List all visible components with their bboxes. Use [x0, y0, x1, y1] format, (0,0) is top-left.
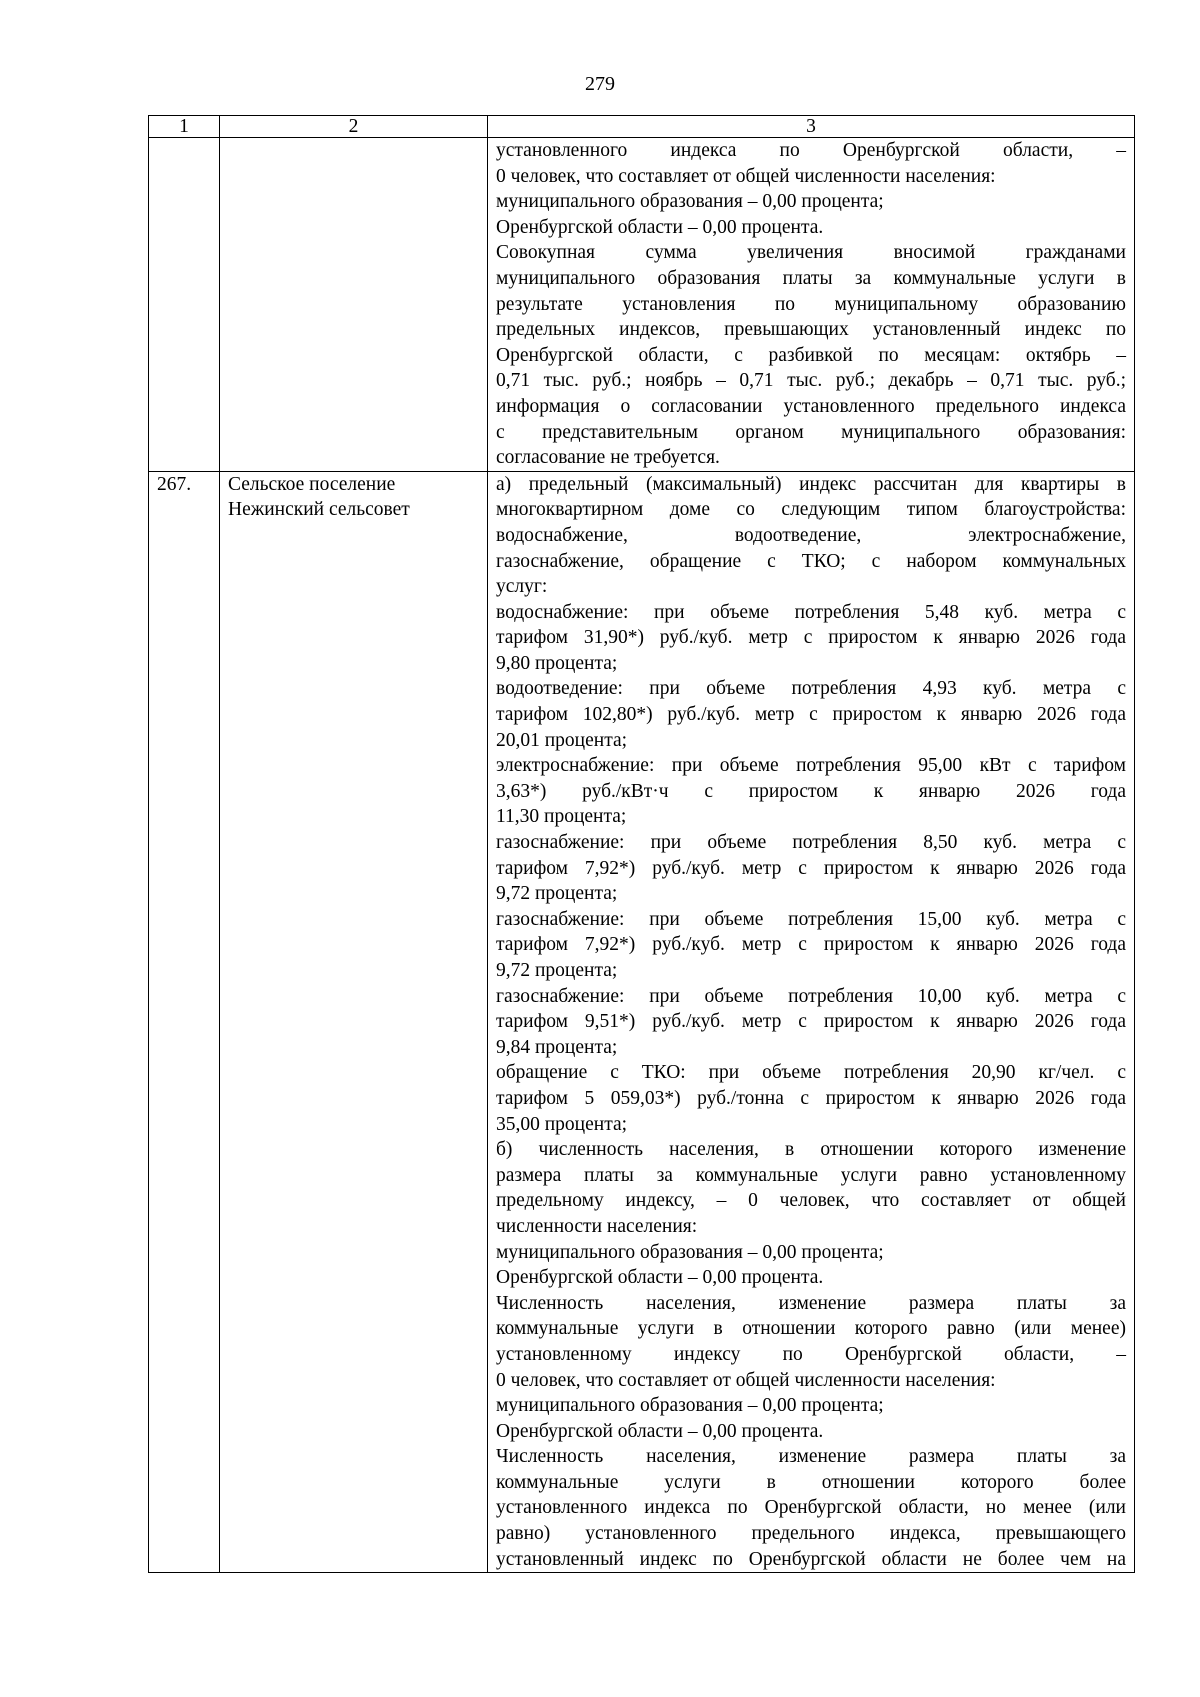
- page-number: 279: [585, 73, 615, 95]
- continuation-text-line: муниципального образования платы за коммунальные услуги в: [496, 267, 1126, 289]
- continuation-number-cell: [149, 138, 220, 472]
- continuation-text-line: предельных индексов, превышающих установленный индекс по: [496, 319, 1126, 341]
- index-description-line: установленный индекс по Оренбургской области не более чем на: [496, 1548, 1126, 1570]
- continuation-text-line: информация о согласовании установленного предельного индекса: [496, 395, 1126, 417]
- index-description-line: 9,84 процента;: [496, 1036, 618, 1058]
- header-col-2: 2: [220, 116, 488, 138]
- index-description-line: газоснабжение: при объеме потребления 10,00 куб. метра с: [496, 985, 1126, 1007]
- index-description-line: водоснабжение: при объеме потребления 5,48 куб. метра с: [496, 601, 1126, 623]
- index-description-line: услуг:: [496, 576, 548, 598]
- index-description-line: многоквартирном доме со следующим типом благоустройства:: [496, 499, 1126, 521]
- continuation-text: [496, 138, 1126, 471]
- settlement-name-cell: [220, 471, 488, 1573]
- index-description-line: 3,63*) руб./кВт·ч с приростом к январю 2026 года: [496, 780, 1126, 802]
- index-description-line: 9,72 процента;: [496, 960, 618, 981]
- index-table: [148, 115, 1135, 1573]
- row-number: 267.: [149, 471, 220, 1573]
- settlement-name: Нежинский сельсовет: [228, 499, 410, 521]
- continuation-text-line: муниципального образования – 0,00 процента;: [496, 191, 884, 213]
- index-description-line: газоснабжение: при объеме потребления 8,50 куб. метра с: [496, 832, 1126, 854]
- continuation-text-line: установленного индекса по Оренбургской области, –: [496, 140, 1126, 161]
- index-description-line: муниципального образования – 0,00 процента;: [496, 1395, 884, 1417]
- index-description-line: 11,30 процента;: [496, 806, 627, 828]
- index-description-cell: [488, 471, 1135, 1573]
- index-description-line: тарифом 7,92*) руб./куб. метр с приростом к январю 2026 года: [496, 857, 1126, 879]
- index-description-line: тарифом 31,90*) руб./куб. метр с приростом к январю 2026 года: [496, 627, 1126, 649]
- index-description-text: [496, 472, 1126, 1573]
- index-description-line: Оренбургской области – 0,00 процента.: [496, 1267, 824, 1289]
- continuation-text-line: Совокупная сумма увеличения вносимой гражданами: [496, 242, 1126, 264]
- continuation-text-line: с представительным органом муниципального образования:: [496, 421, 1126, 443]
- index-description-line: водоотведение: при объеме потребления 4,93 куб. метра с: [496, 678, 1126, 700]
- index-description-line: 9,72 процента;: [496, 883, 618, 905]
- index-description-line: установленному индексу по Оренбургской области, –: [496, 1343, 1126, 1365]
- continuation-text-line: согласование не требуется.: [496, 447, 720, 469]
- index-description-line: а) предельный (максимальный) индекс рассчитан для квартиры в: [496, 473, 1126, 495]
- index-description-line: тарифом 102,80*) руб./куб. метр с приростом к январю 2026 года: [496, 704, 1126, 726]
- table-row-267: [149, 471, 1135, 1573]
- index-description-line: Численность населения, изменение размера платы за: [496, 1446, 1126, 1468]
- index-description-line: тарифом 7,92*) руб./куб. метр с приростом к январю 2026 года: [496, 934, 1126, 956]
- index-description-line: размера платы за коммунальные услуги равно установленному: [496, 1164, 1126, 1186]
- index-description-line: обращение с ТКО: при объеме потребления 20,90 кг/чел. с: [496, 1062, 1126, 1084]
- header-col-1: 1: [149, 116, 220, 138]
- index-description-line: равно) установленного предельного индекса, превышающего: [496, 1523, 1126, 1545]
- index-description-line: коммунальные услуги в отношении которого более: [496, 1471, 1126, 1493]
- index-description-line: установленного индекса по Оренбургской области, но менее (или: [496, 1497, 1126, 1519]
- index-description-line: Оренбургской области – 0,00 процента.: [496, 1420, 824, 1442]
- continuation-text-line: Оренбургской области – 0,00 процента.: [496, 216, 824, 238]
- continuation-text-line: Оренбургской области, с разбивкой по месяцам: октябрь –: [496, 344, 1126, 366]
- index-description-line: 35,00 процента;: [496, 1113, 628, 1135]
- index-description-line: электроснабжение: при объеме потребления 95,00 кВт с тарифом: [496, 755, 1126, 777]
- index-description-line: 0 человек, что составляет от общей численности населения:: [496, 1369, 996, 1391]
- settlement-type: Сельское поселение: [228, 473, 396, 495]
- index-description-line: предельному индексу, – 0 человек, что составляет от общей: [496, 1190, 1126, 1212]
- index-description-line: 20,01 процента;: [496, 729, 628, 751]
- header-col-3: 3: [488, 116, 1135, 138]
- index-description-line: водоснабжение, водоотведение, электроснабжение,: [496, 524, 1126, 546]
- index-description-line: тарифом 9,51*) руб./куб. метр с приростом к январю 2026 года: [496, 1011, 1126, 1033]
- index-description-line: газоснабжение, обращение с ТКО; с набором коммунальных: [496, 550, 1126, 572]
- index-description-line: коммунальные услуги в отношении которого равно (или менее): [496, 1318, 1126, 1340]
- index-description-line: газоснабжение: при объеме потребления 15,00 куб. метра с: [496, 908, 1126, 930]
- index-description-line: тарифом 5 059,03*) руб./тонна с приростом к январю 2026 года: [496, 1087, 1126, 1109]
- continuation-text-line: результате установления по муниципальному образованию: [496, 293, 1126, 315]
- continuation-text-cell: [488, 138, 1135, 472]
- index-description-line: б) численность населения, в отношении которого изменение: [496, 1139, 1126, 1161]
- continuation-name-cell: [220, 138, 488, 472]
- continuation-text-line: 0 человек, что составляет от общей численности населения:: [496, 165, 996, 187]
- index-description-line: муниципального образования – 0,00 процента;: [496, 1241, 884, 1263]
- table-header-row: [149, 116, 1135, 138]
- table-row-continuation: [149, 138, 1135, 472]
- index-description-line: Численность населения, изменение размера платы за: [496, 1292, 1126, 1314]
- index-description-line: 9,80 процента;: [496, 652, 618, 674]
- index-description-line: численности населения:: [496, 1215, 698, 1237]
- continuation-text-line: 0,71 тыс. руб.; ноябрь – 0,71 тыс. руб.; декабрь – 0,71 тыс. руб.;: [496, 370, 1126, 392]
